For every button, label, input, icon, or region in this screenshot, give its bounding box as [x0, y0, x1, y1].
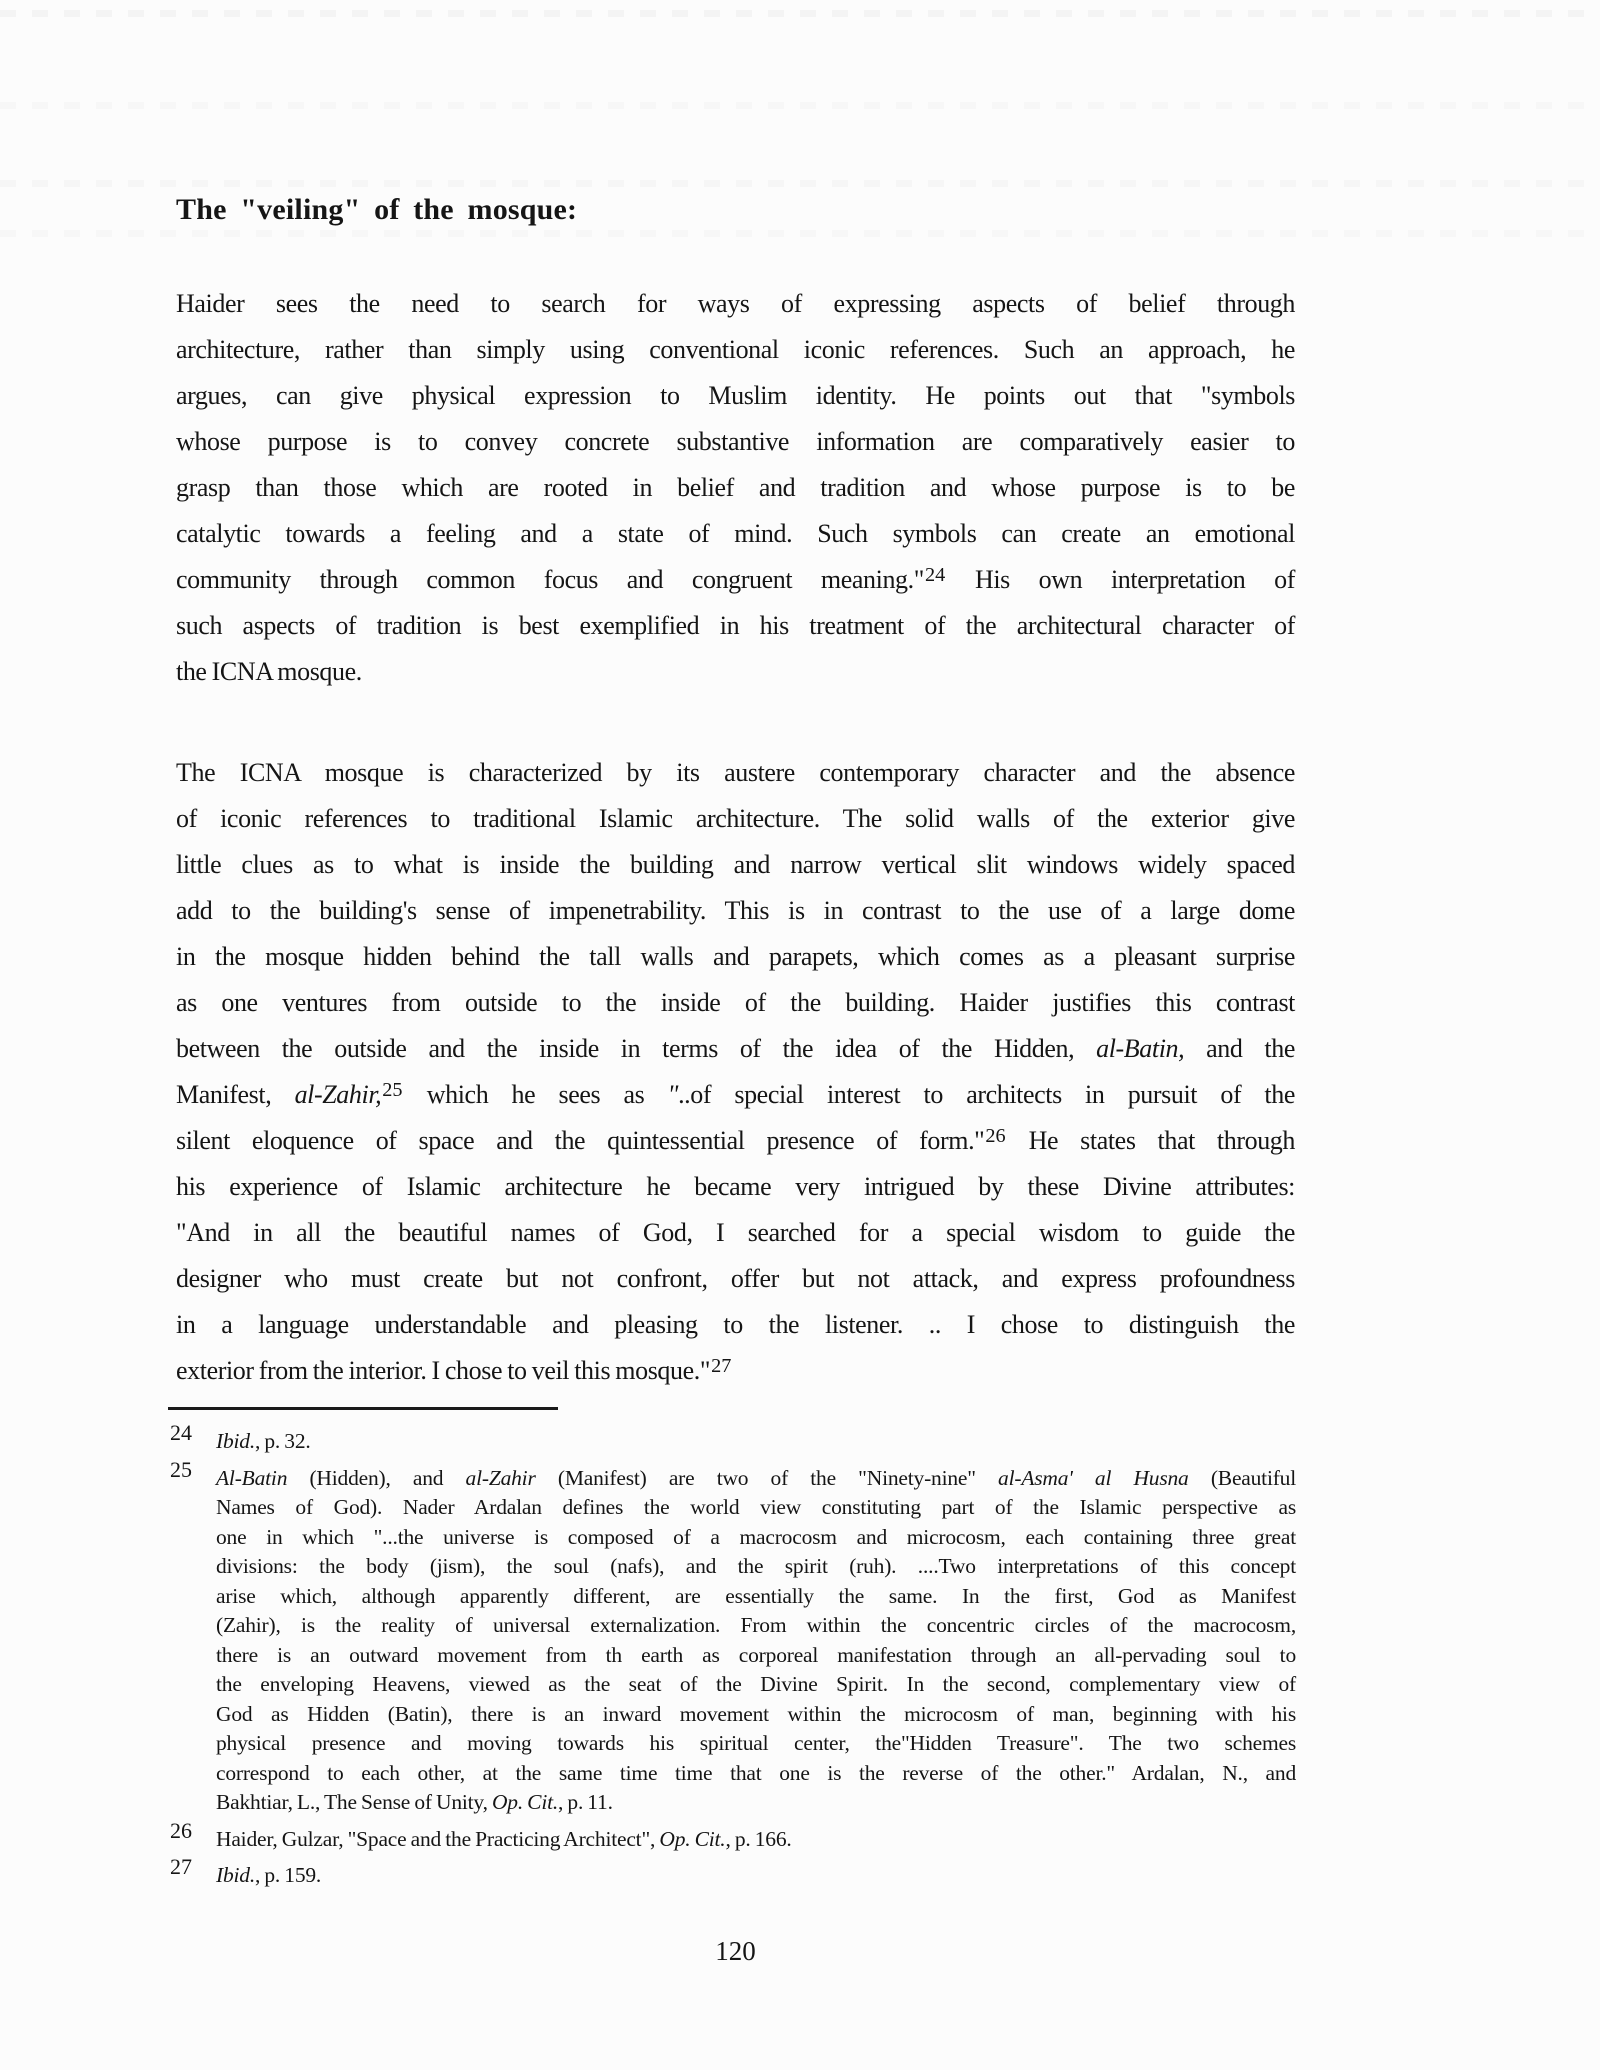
text-line: community through common focus and congruent meaning."$^{24}$ His own interpretation of: [176, 563, 1295, 594]
text-line: the ICNA mosque.: [176, 657, 362, 686]
footnote-marker: 25: [170, 1456, 192, 1482]
text-line: Al-Batin (Hidden), and al-Zahir (Manifest) are two of the "Ninety-nine" al-Asma' al Husna (Beautiful: [216, 1465, 1297, 1490]
text-line: the enveloping Heavens, viewed as the seat of the Divine Spirit. In the second, complementary view of: [216, 1672, 1296, 1696]
scan-artifact: [0, 230, 1600, 237]
text-line: whose purpose is to convey concrete substantive information are comparatively easier to: [176, 427, 1295, 456]
text-line: correspond to each other, at the same time time that one is the reverse of the other." Ardalan, N., and: [216, 1760, 1296, 1785]
footnote-text: [216, 1825, 1296, 1855]
footnote-reference: 25: [382, 1078, 403, 1101]
scan-artifact: [0, 10, 1600, 17]
scan-artifact: [0, 180, 1600, 187]
text-line: one in which "...the universe is composed of a macrocosm and microcosm, each containing three great: [216, 1524, 1296, 1549]
text-line: silent eloquence of space and the quintessential presence of form."$^{26}$ He states that through: [176, 1124, 1296, 1155]
text-line: The ICNA mosque is characterized by its austere contemporary character and the absence: [176, 758, 1295, 787]
text-line: Haider, Gulzar, "Space and the Practicing Architect", Op. Cit., p. 166.: [216, 1826, 792, 1851]
footnote-marker: 24: [170, 1420, 192, 1445]
text-line: between the outside and the inside in terms of the idea of the Hidden, al-Batin, and the: [176, 1034, 1295, 1063]
page-number: 120: [715, 1936, 756, 1966]
text-line: in a language understandable and pleasing to the listener. .. I chose to distinguish the: [176, 1310, 1295, 1339]
text-line: physical presence and moving towards his spiritual center, the"Hidden Treasure". The two schemes: [216, 1731, 1296, 1755]
text-line: as one ventures from outside to the inside of the building. Haider justifies this contrast: [176, 988, 1295, 1017]
text-line: add to the building's sense of impenetrability. This is in contrast to the use of a large dome: [176, 896, 1295, 925]
footnote-27: [170, 1854, 1296, 1891]
footnote-text: [216, 1861, 1296, 1891]
text-line: his experience of Islamic architecture he became very intrigued by these Divine attributes:: [176, 1172, 1295, 1201]
text-line: little clues as to what is inside the building and narrow vertical slit windows widely spaced: [176, 850, 1295, 879]
text-line: there is an outward movement from th earth as corporeal manifestation through an all-pervading soul to: [216, 1642, 1296, 1667]
text-line: Haider sees the need to search for ways of expressing aspects of belief through: [176, 289, 1295, 318]
text-line: such aspects of tradition is best exemplified in his treatment of the architectural character of: [176, 611, 1295, 640]
footnote-text: [216, 1427, 1296, 1457]
body-paragraph-2: [176, 750, 1295, 1394]
text-line: of iconic references to traditional Islamic architecture. The solid walls of the exterior give: [176, 804, 1295, 833]
text-line: exterior from the interior. I chose to veil this mosque."$^{27}$: [176, 1354, 732, 1385]
text-line: catalytic towards a feeling and a state of mind. Such symbols can create an emotional: [176, 519, 1295, 548]
footnote-26: [170, 1817, 1296, 1855]
text-line: Manifest, al-Zahir,$^{25}$ which he sees as "..of special interest to architects in pursuit of the: [176, 1078, 1295, 1109]
text-line: (Zahir), is the reality of universal externalization. From within the concentric circles of the macrocosm,: [216, 1613, 1296, 1637]
text-line: grasp than those which are rooted in belief and tradition and whose purpose is to be: [176, 473, 1295, 502]
scan-artifact: [0, 102, 1600, 109]
text-line: Names of God). Nader Ardalan defines the world view constituting part of the Islamic perspective as: [216, 1495, 1296, 1519]
footnote-reference: 24: [924, 563, 946, 586]
text-line: divisions: the body (jism), the soul (nafs), and the spirit (ruh). ....Two interpretations of this concept: [216, 1554, 1296, 1578]
text-line: Ibid., p. 159.: [216, 1863, 322, 1887]
footnote-text: [216, 1464, 1296, 1818]
text-line: "And in all the beautiful names of God, I searched for a special wisdom to guide the: [176, 1218, 1295, 1247]
footnote-25: [170, 1456, 1297, 1818]
footnotes-section: [170, 1420, 1297, 1898]
text-line: Ibid., p. 32.: [216, 1429, 311, 1453]
text-line: designer who must create but not confront, offer but not attack, and express profoundness: [176, 1264, 1295, 1293]
footnote-reference: 26: [985, 1124, 1006, 1147]
text-line: arise which, although apparently different, are essentially the same. In the first, God as Manifest: [216, 1583, 1296, 1608]
footnote-marker: 26: [170, 1817, 192, 1843]
footnote-reference: 27: [711, 1354, 732, 1377]
footnote-separator-rule: [168, 1407, 558, 1410]
text-line: God as Hidden (Batin), there is an inward movement within the microcosm of man, beginning with his: [216, 1701, 1296, 1726]
text-line: in the mosque hidden behind the tall walls and parapets, which comes as a pleasant surprise: [176, 942, 1295, 971]
text-line: argues, can give physical expression to Muslim identity. He points out that "symbols: [176, 381, 1295, 410]
footnote-24: [170, 1420, 1296, 1457]
footnote-marker: 27: [170, 1854, 192, 1879]
body-paragraph-1: [176, 281, 1295, 695]
text-line: Bakhtiar, L., The Sense of Unity, Op. Cit., p. 11.: [216, 1790, 613, 1814]
text-line: architecture, rather than simply using conventional iconic references. Such an approach, he: [176, 335, 1295, 364]
section-heading: The "veiling" of the mosque:: [176, 193, 578, 226]
